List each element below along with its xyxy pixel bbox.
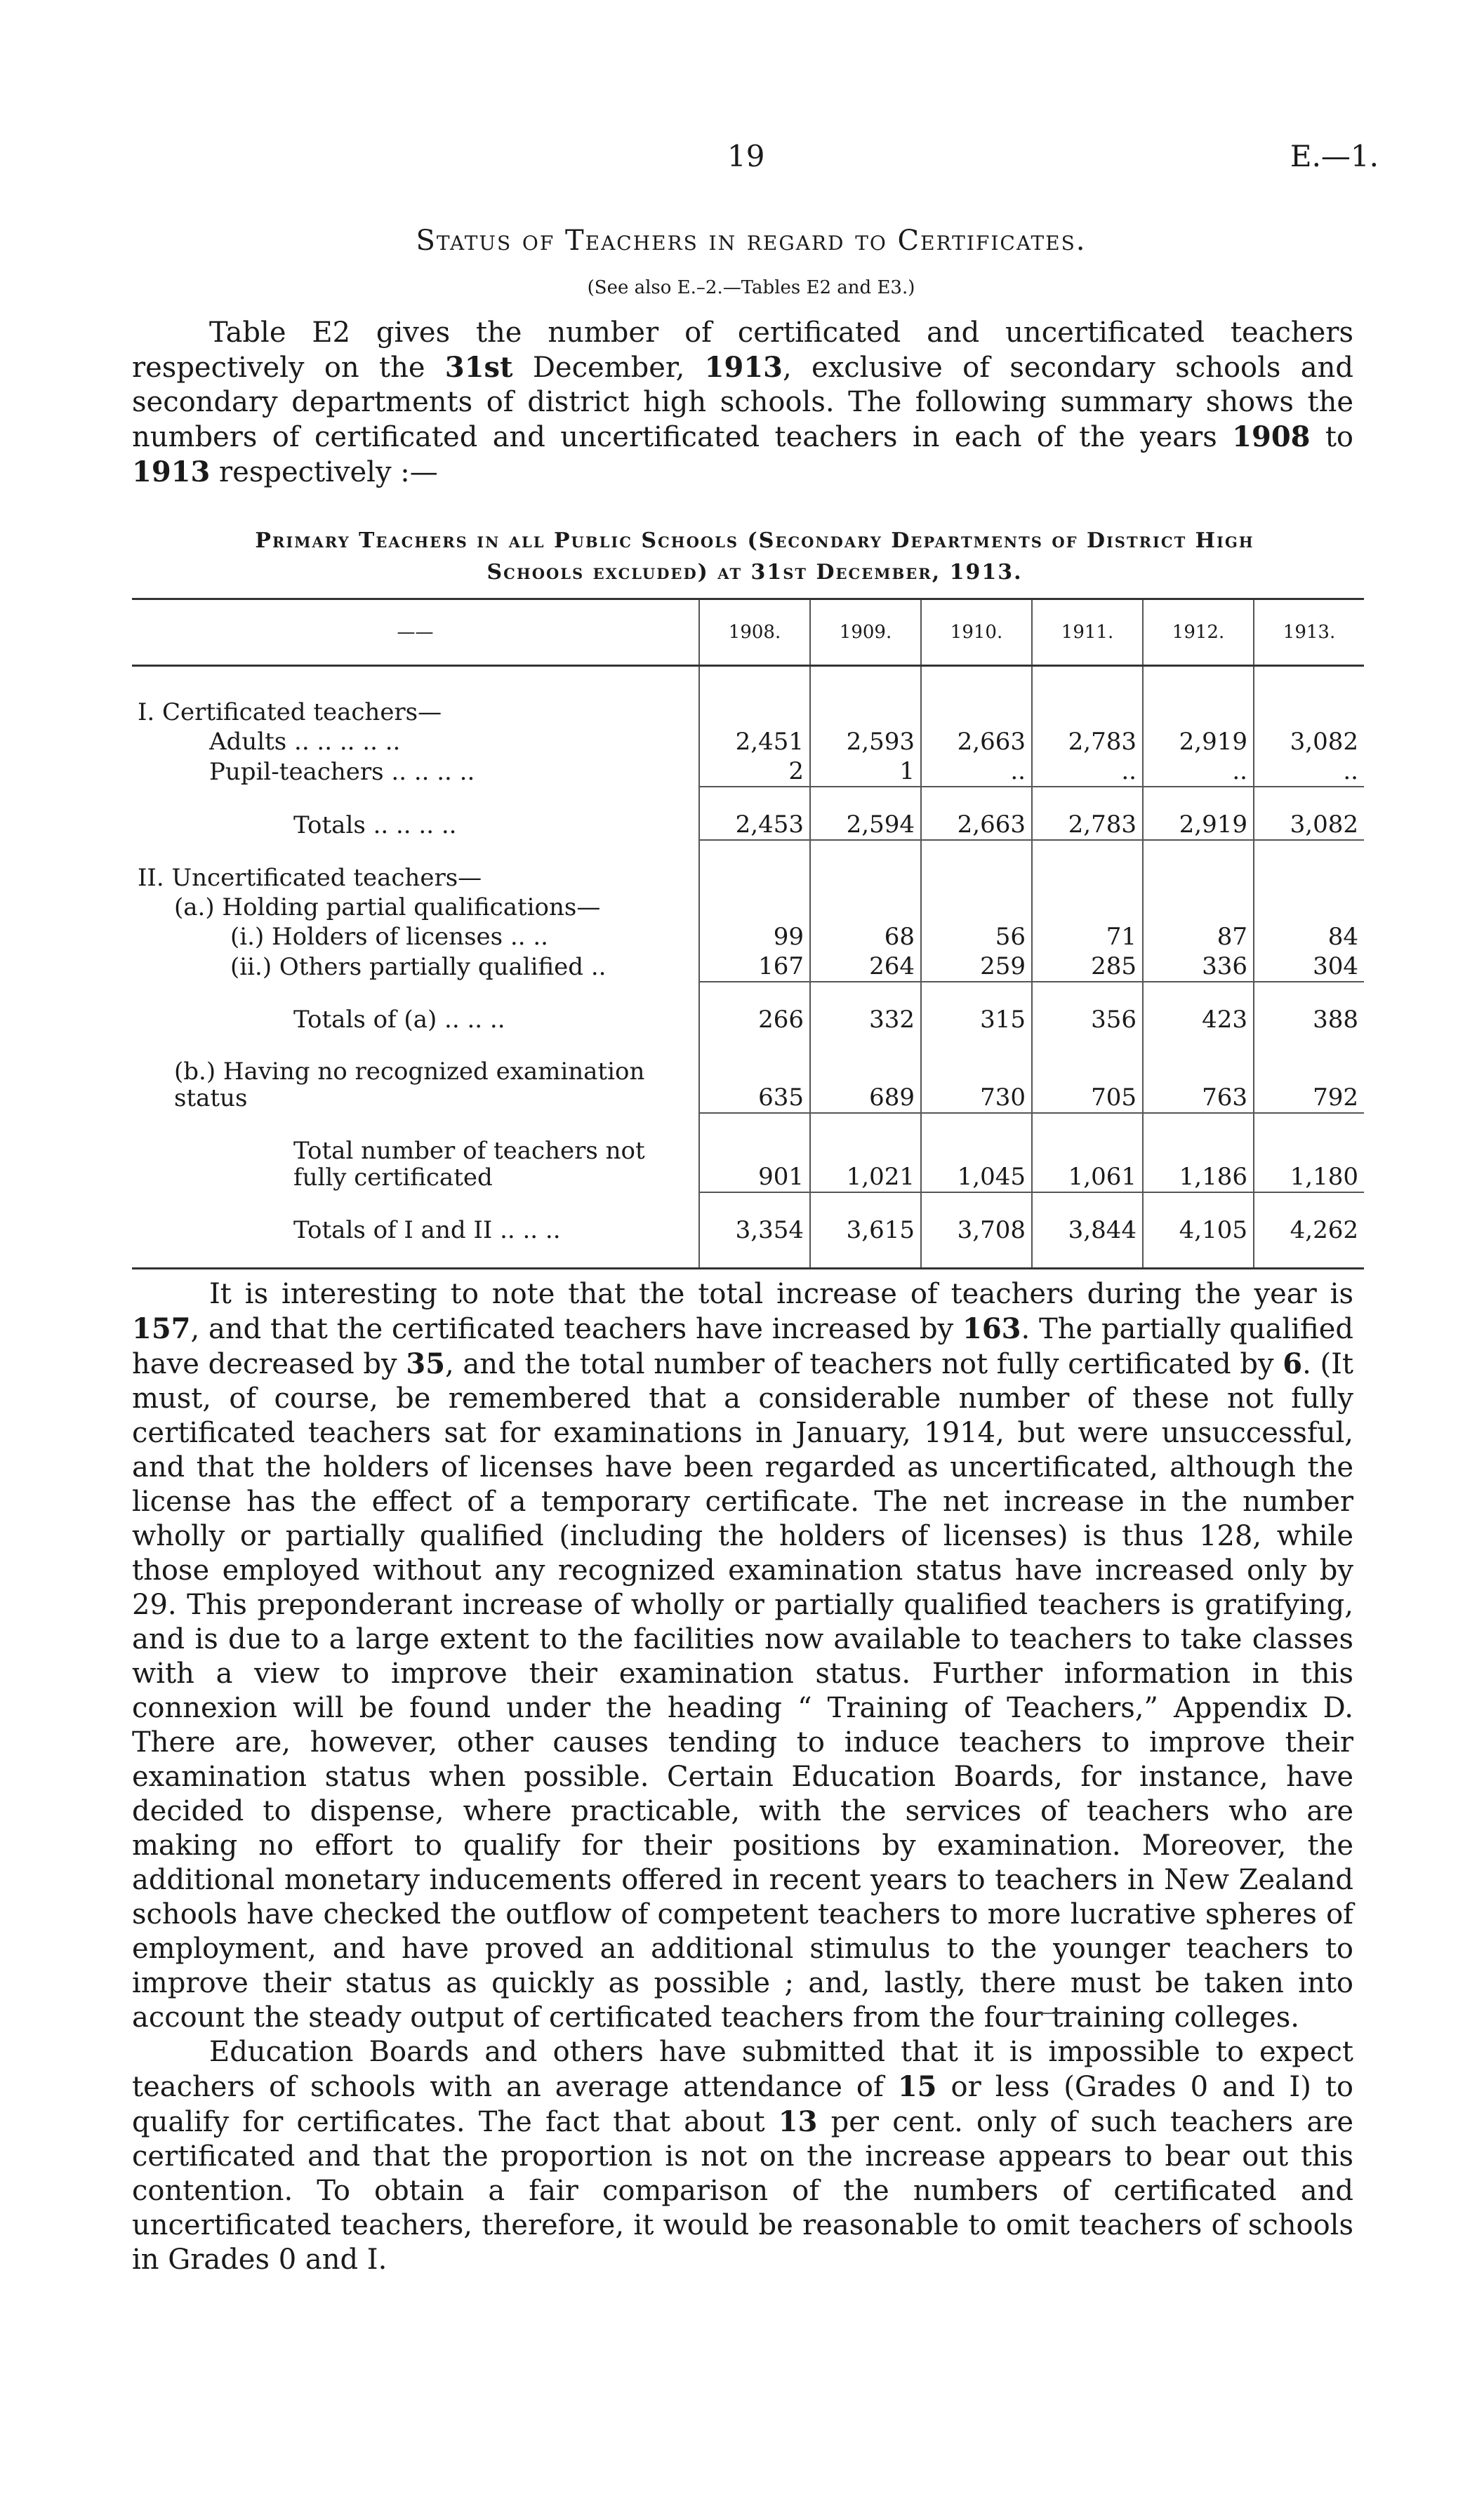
row-label: Pupil-teachers .. .. .. .. <box>209 758 475 786</box>
page-number: 19 <box>727 139 765 173</box>
table-cell: 2,593 <box>810 727 921 756</box>
table-row <box>132 698 1364 727</box>
table-cell: 3,844 <box>1032 1215 1143 1245</box>
row-label: I. Certificated teachers— <box>138 698 442 726</box>
table-header-row <box>132 599 1364 666</box>
table-cell: 3,082 <box>1254 727 1364 756</box>
table-cell: 2,919 <box>1143 810 1254 840</box>
table-cell: 84 <box>1254 922 1364 952</box>
year-header: 1909. <box>810 599 921 666</box>
table-row <box>132 1215 1364 1245</box>
row-label: Adults .. .. .. .. .. <box>209 728 401 756</box>
table-row <box>132 727 1364 756</box>
row-label: (i.) Holders of licenses .. .. <box>230 923 548 951</box>
table-row <box>132 810 1364 840</box>
table-cell: 2,594 <box>810 810 921 840</box>
table-cell: 71 <box>1032 922 1143 952</box>
table-cell: 4,262 <box>1254 1215 1364 1245</box>
table-cell: 99 <box>699 922 810 952</box>
table-cell: 56 <box>921 922 1032 952</box>
table-cell: 1,045 <box>921 1136 1032 1192</box>
paragraph: It is interesting to note that the total increase of teachers during the year is 157, and that the certificated teachers have increased by 163. The partially qualified have decreased by 35, and the total number of teachers not fully certificated by 6. (It must, of course, be remembered that a considerable number of these not fully certificated teachers sat for examinations in January, 1914, but were unsuccessful, and that the holders of licenses have been regarded as uncertificated, although the license has the effect of a temporary certificate. The net increase in the number wholly or partially qualified (including the holders of licenses) is thus 128, while those employed without any recognized examination status have increased only by 29. This preponderant increase of wholly or partially qualified teachers is gratifying, and is due to a large extent to the facilities now available to teachers to take classes with a view to improve their examination status. Further information in this connexion will be found under the heading “ Training of Teachers,” Appendix D. There are, however, other causes tending to induce teachers to improve their examination status when possible. Certain Education Boards, for instance, have decided to dispense, where practicable, with the services of teachers who are making no effort to qualify for their positions by examination. Moreover, the additional monetary inducements offered in recent years to teachers in New Zealand schools have checked the outflow of competent teachers to more lucrative spheres of employment, and have proved an additional stimulus to the younger teachers to improve their status as quickly as possible ; and, lastly, there must be taken into account the steady output of certificated teachers from the four training colleges. <box>132 1278 1354 2034</box>
table-cell: 3,708 <box>921 1215 1032 1245</box>
row-label: (b.) Having no recognized examination status <box>174 1058 645 1112</box>
intro-paragraph: Table E2 gives the number of certificated and uncertificated teachers respectively on the 31st December, 1913, exclusive of secondary schools and secondary departments of district high schools. The following summary shows the numbers of certificated and uncertificated teachers in each of the years 1908 to 1913 respectively :— <box>132 316 1354 488</box>
row-label: Total number of teachers not fully certificated <box>293 1137 645 1192</box>
paragraph: Education Boards and others have submitted that it is impossible to expect teachers of schools with an average attendance of 15 or less (Grades 0 and I) to qualify for certificates. The fact that about 13 per cent. only of such teachers are certificated and that the proportion is not on the increase appears to bear out this contention. To obtain a fair comparison of the numbers of certificated and uncertificated teachers, therefore, it would be reasonable to omit teachers of schools in Grades 0 and I. <box>132 2036 1353 2276</box>
table-cell: 87 <box>1143 922 1254 952</box>
end-rule <box>1031 2013 1066 2014</box>
table-cell: 1 <box>810 756 921 787</box>
row-label: Totals of I and II .. .. .. <box>293 1216 561 1244</box>
table-cell: 2,453 <box>699 810 810 840</box>
table-cell: 2,663 <box>921 727 1032 756</box>
table-cell: 901 <box>699 1136 810 1192</box>
table-cell: 2 <box>699 756 810 787</box>
table-cell: 423 <box>1143 1005 1254 1034</box>
table-cell: .. <box>1143 756 1254 787</box>
document-code: E.—1. <box>1290 139 1379 173</box>
table-cell: 336 <box>1143 952 1254 982</box>
table-row <box>132 863 1364 893</box>
table-cell: 635 <box>699 1057 810 1113</box>
year-header: 1908. <box>699 599 810 666</box>
year-header: 1910. <box>921 599 1032 666</box>
row-label: Totals .. .. .. .. <box>293 811 457 839</box>
section-subtitle: (See also E.–2.—Tables E2 and E3.) <box>587 277 915 298</box>
table-cell: 1,186 <box>1143 1136 1254 1192</box>
row-label: II. Uncertificated teachers— <box>138 864 482 892</box>
table-cell: 167 <box>699 952 810 982</box>
table-cell: 285 <box>1032 952 1143 982</box>
table-cell: 763 <box>1143 1057 1254 1113</box>
table-row <box>132 1057 1364 1113</box>
table-cell: 1,021 <box>810 1136 921 1192</box>
table-cell: .. <box>921 756 1032 787</box>
year-header: 1913. <box>1254 599 1364 666</box>
table-cell: 388 <box>1254 1005 1364 1034</box>
row-label: (a.) Holding partial qualifications— <box>174 893 601 921</box>
table-cell: 1,061 <box>1032 1136 1143 1192</box>
table-cell: 2,451 <box>699 727 810 756</box>
table-cell: 2,783 <box>1032 810 1143 840</box>
table-cell: 259 <box>921 952 1032 982</box>
row-label: Totals of (a) .. .. .. <box>293 1006 505 1034</box>
table-cell: 689 <box>810 1057 921 1113</box>
table-cell: 2,919 <box>1143 727 1254 756</box>
year-header: 1911. <box>1032 599 1143 666</box>
table-row <box>132 756 1364 787</box>
table-row <box>132 1005 1364 1034</box>
table-cell: 3,354 <box>699 1215 810 1245</box>
table-cell: 3,615 <box>810 1215 921 1245</box>
table-cell: 4,105 <box>1143 1215 1254 1245</box>
running-header <box>0 139 1484 174</box>
table-cell: 730 <box>921 1057 1032 1113</box>
table-cell: 2,663 <box>921 810 1032 840</box>
table-cell: 705 <box>1032 1057 1143 1113</box>
table-cell: 315 <box>921 1005 1032 1034</box>
table-caption: Primary Teachers in all Public Schools (Secondary Departments of District High Schools excluded) at 31st December, 1913. <box>255 528 1254 585</box>
teachers-table <box>132 598 1364 1269</box>
body-text <box>132 1277 1353 2277</box>
table-cell: 264 <box>810 952 921 982</box>
table-row <box>132 952 1364 982</box>
table-cell: 266 <box>699 1005 810 1034</box>
table-cell: 356 <box>1032 1005 1143 1034</box>
header-corner: —— <box>132 599 699 666</box>
year-header: 1912. <box>1143 599 1254 666</box>
table-row <box>132 893 1364 922</box>
table-cell: 792 <box>1254 1057 1364 1113</box>
table-cell: 1,180 <box>1254 1136 1364 1192</box>
table-cell: 3,082 <box>1254 810 1364 840</box>
table-cell: 332 <box>810 1005 921 1034</box>
row-label: (ii.) Others partially qualified .. <box>230 953 607 981</box>
table-cell: 304 <box>1254 952 1364 982</box>
table-cell: 68 <box>810 922 921 952</box>
table-cell: 2,783 <box>1032 727 1143 756</box>
table-row <box>132 922 1364 952</box>
table-cell: .. <box>1254 756 1364 787</box>
section-title: Status of Teachers in regard to Certificates. <box>416 225 1087 257</box>
table-row <box>132 1136 1364 1192</box>
table-cell: .. <box>1032 756 1143 787</box>
